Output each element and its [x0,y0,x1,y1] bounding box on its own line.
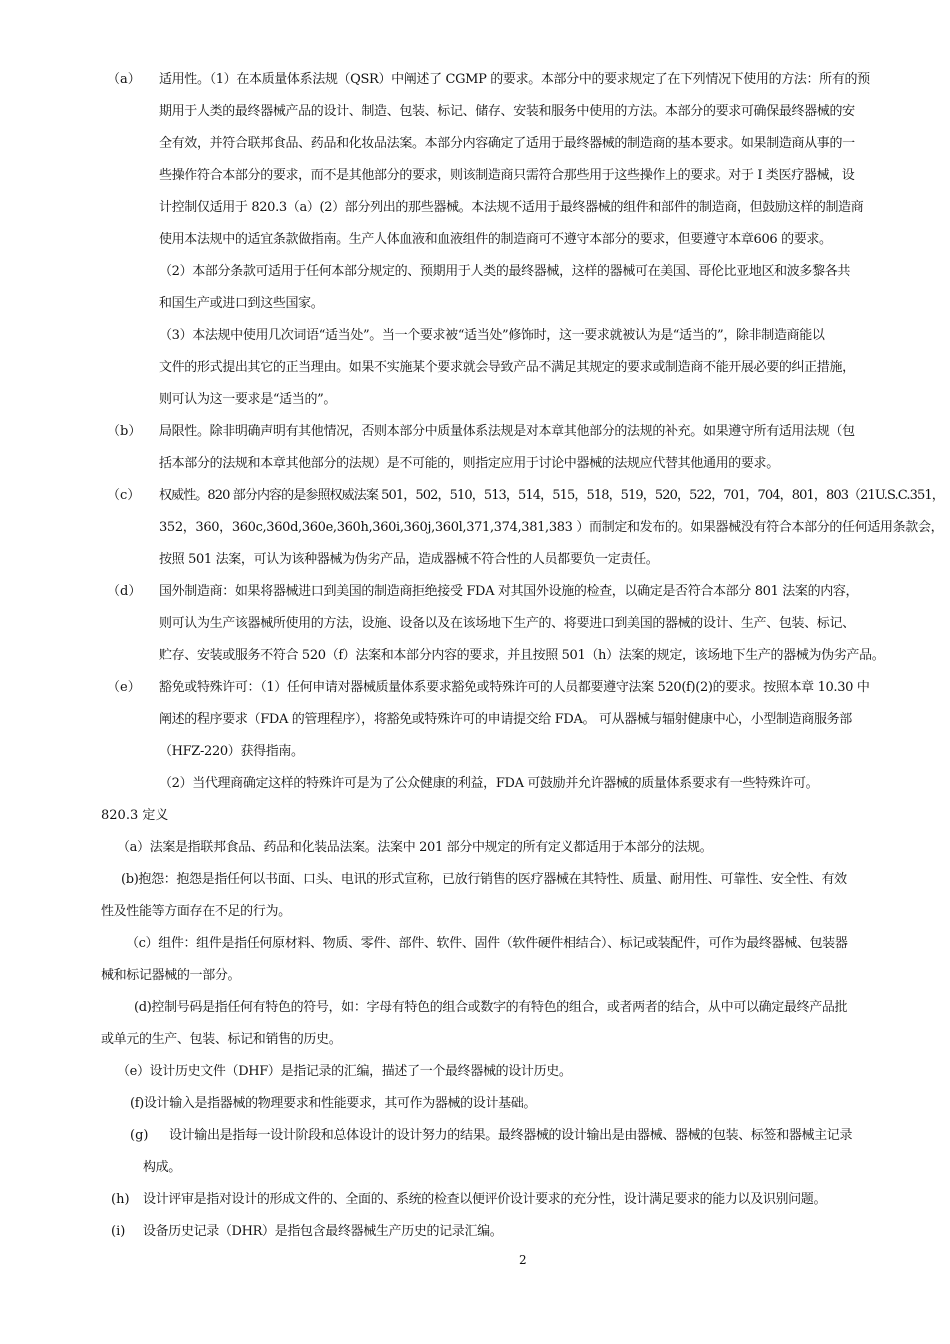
text-line: 则可认为生产该器械所使用的方法，设施、设备以及在该场地下生产的、将要进口到美国的器械的设计、生产、包装、标记、 [159,616,855,631]
text-line: （3）本法规中使用几次词语“适当处”。当一个要求被“适当处”修饰时，这一要求就被认为是“适当的”，除非制造商能以 [159,328,825,343]
text-line: 性及性能等方面存在不足的行为。 [101,904,291,919]
text-line: 期用于人类的最终器械产品的设计、制造、包装、标记、储存、安装和服务中使用的方法。本部分的要求可确保最终器械的安 [159,104,855,119]
text-line: 械和标记器械的一部分。 [101,968,241,983]
text-line: 全有效，并符合联邦食品、药品和化妆品法案。本部分内容确定了适用于最终器械的制造商的基本要求。如果制造商从事的一 [159,136,855,151]
text-line: 文件的形式提出其它的正当理由。如果不实施某个要求就会导致产品不满足其规定的要求或制造商不能开展必要的纠正措施， [159,360,855,375]
item-label-i: (i) [111,1224,126,1239]
text-line: 使用本法规中的适宜条款做指南。生产人体血液和血液组件的制造商可不遵守本部分的要求，但要遵守本章606 的要求。 [159,232,832,247]
item-label-h: (h) [111,1192,130,1207]
item-label-d: （d） [107,584,142,599]
text-line: 计控制仅适用于 820.3（a）(2）部分列出的那些器械。本法规不适用于最终器械的组件和部件的制造商，但鼓励这样的制造商 [159,200,864,215]
item-label-c: （c） [107,488,141,503]
text-line: 阐述的程序要求（FDA 的管理程序），将豁免或特殊许可的申请提交给 FDA。 可从器械与辐射健康中心，小型制造商服务部 [159,712,852,727]
definition-design-input: (f)设计输入是指器械的物理要求和性能要求，其可作为器械的设计基础。 [130,1096,537,1111]
text-line: 权威性。820 部分内容的是参照权威法案 501，502，510，513，514，515，518，519，520，522，701，704，801，803（21U.S.C.351， [159,488,944,503]
text-line: （2）本部分条款可适用于任何本部分规定的、预期用于人类的最终器械，这样的器械可在美国、哥伦比亚地区和波多黎各共 [159,264,851,279]
item-label-e: （e） [107,680,141,695]
text-line: 豁免或特殊许可：（1）任何申请对器械质量体系要求豁免或特殊许可的人员都要遵守法案 520(f)(2)的要求。按照本章 10.30 中 [159,680,870,695]
text-line: （2）当代理商确定这样的特殊许可是为了公众健康的利益，FDA 可鼓励并允许器械的质量体系要求有一些特殊许可。 [159,776,819,791]
definition-dhr: 设备历史记录（DHR）是指包含最终器械生产历史的记录汇编。 [143,1224,503,1239]
text-line: 括本部分的法规和本章其他部分的法规）是不可能的，则指定应用于讨论中器械的法规应代替其他通用的要求。 [159,456,779,471]
text-line: 和国生产或进口到这些国家。 [159,296,324,311]
text-line: 或单元的生产、包装、标记和销售的历史。 [101,1032,342,1047]
text-line: 按照 501 法案，可认为该种器械为伪劣产品，造成器械不符合性的人员都要负一定责任。 [159,552,659,567]
item-label-g: (g) [130,1128,149,1143]
definition-complaint: (b)抱怨：抱怨是指任何以书面、口头、电讯的形式宣称，已放行销售的医疗器械在其特性、质量、耐用性、可靠性、安全性、有效 [121,872,847,887]
text-line: 些操作符合本部分的要求，而不是其他部分的要求，则该制造商只需符合那些用于这些操作上的要求。对于 I 类医疗器械，设 [159,168,855,183]
section-heading: 820.3 定义 [101,808,169,823]
definition-design-review: 设计评审是指对设计的形成文件的、全面的、系统的检查以便评价设计要求的充分性，设计满足要求的能力以及识别问题。 [143,1192,827,1207]
text-line: 352，360，360c,360d,360e,360h,360i,360j,360l,371,374,381,383 ）而制定和发布的。如果器械没有符合本部分的任何适用条款会， [159,520,944,535]
item-label-a: （a） [107,72,141,87]
definition-design-output: 设计输出是指每一设计阶段和总体设计的设计努力的结果。最终器械的设计输出是由器械、器械的包装、标签和器械主记录 [169,1128,853,1143]
text-line: 构成。 [143,1160,181,1175]
text-line: 局限性。除非明确声明有其他情况，否则本部分中质量体系法规是对本章其他部分的法规的补充。如果遵守所有适用法规（包 [159,424,855,439]
definition-act: （a）法案是指联邦食品、药品和化装品法案。法案中 201 部分中规定的所有定义都适用于本部分的法规。 [117,840,713,855]
definition-control-number: (d)控制号码是指任何有特色的符号，如：字母有特色的组合或数字的有特色的组合，或者两者的结合，从中可以确定最终产品批 [134,1000,848,1015]
text-line: 适用性。（1）在本质量体系法规（QSR）中阐述了 CGMP 的要求。本部分中的要求规定了在下列情况下使用的方法：所有的预 [159,72,870,87]
item-label-b: （b） [107,424,142,439]
text-line: 国外制造商：如果将器械进口到美国的制造商拒绝接受 FDA 对其国外设施的检查，以确定是否符合本部分 801 法案的内容， [159,584,859,599]
text-line: 贮存、安装或服务不符合 520（f）法案和本部分内容的要求，并且按照 501（h）法案的规定，该场地下生产的器械为伪劣产品。 [159,648,885,663]
text-line: （HFZ-220）获得指南。 [159,744,304,759]
definition-component: （c）组件：组件是指任何原材料、物质、零件、部件、软件、固件（软件硬件相结合）、标记或装配件，可作为最终器械、包装器 [126,936,848,951]
definition-dhf: （e）设计历史文件（DHF）是指记录的汇编，描述了一个最终器械的设计历史。 [117,1064,572,1079]
page-number: 2 [519,1253,527,1267]
text-line: 则可认为这一要求是“适当的”。 [159,392,337,407]
